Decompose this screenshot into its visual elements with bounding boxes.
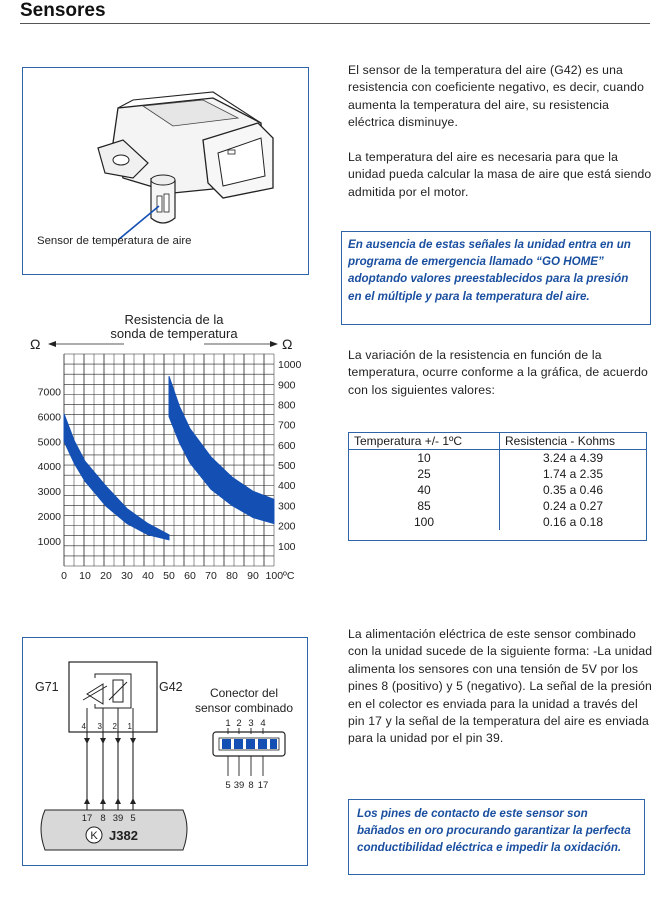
chart-title-line-2: sonda de temperatura [110, 326, 238, 341]
sensor-figure [22, 67, 309, 275]
x-tick-label: 30 [121, 570, 133, 582]
x-tick-label: 50 [163, 570, 175, 582]
table-cell: 100 [413, 515, 435, 529]
table-row [349, 498, 646, 514]
values-table [349, 433, 646, 530]
chart-series-band-1 [64, 414, 169, 540]
page-title: Sensores [20, 0, 106, 21]
table-cell: 3.24 a 4.39 [500, 450, 647, 467]
sensor-caption: Sensor de temperatura de aire [37, 235, 192, 247]
sensor-pin-label: 4 [81, 722, 86, 731]
note-gold-pins: Los pines de contacto de este sensor son bañados en oro procurando garantizar la perfecta conductibilidad eléctrica e impedir la oxidación. [348, 799, 645, 875]
right-y-tick-label: 300 [278, 500, 296, 513]
sensor-pin-label: 2 [112, 722, 117, 731]
ecu-pin-label: 8 [100, 813, 106, 824]
table-cell: 25 [417, 467, 431, 481]
right-y-tick-label: 900 [278, 379, 296, 392]
left-y-tick-label: 3000 [37, 486, 61, 499]
x-tick-label: 80 [226, 570, 238, 582]
values-table-box [348, 432, 647, 541]
table-row [349, 450, 646, 467]
x-tick-label: 100ºC [265, 570, 295, 582]
table-row [349, 466, 646, 482]
resistance-chart [14, 308, 334, 588]
left-y-tick-label: 6000 [37, 411, 61, 424]
x-tick-label: 40 [142, 570, 154, 582]
connector-bottom-pin-label: 5 [225, 780, 231, 791]
connector-top-pin-label: 2 [236, 718, 242, 729]
table-header-resistance: Resistencia - Kohms [500, 433, 647, 450]
circuit-diagram [22, 637, 308, 866]
connector-top-pin-label: 3 [248, 718, 254, 729]
connector-label-2: sensor combinado [194, 701, 294, 715]
right-y-tick-label: 800 [278, 399, 296, 412]
right-y-tick-label: 500 [278, 460, 296, 473]
ecu-pin-label: 39 [112, 813, 124, 824]
table-row [349, 514, 646, 530]
right-y-tick-label: 400 [278, 480, 296, 493]
left-y-tick-label: 7000 [37, 386, 61, 399]
sensor-pin-label: 1 [127, 722, 132, 731]
x-tick-label: 20 [100, 570, 112, 582]
label-g42: G42 [159, 680, 183, 694]
left-y-tick-label: 1000 [37, 536, 61, 549]
table-cell: 10 [417, 451, 431, 465]
x-tick-label: 70 [205, 570, 217, 582]
left-y-tick-label: 2000 [37, 511, 61, 524]
note-go-home: En ausencia de estas señales la unidad entra en un programa de emergencia llamado “GO HOME” adoptando valores preestablecidos para la presión en el múltiple y para la temperatura del aire. [341, 231, 651, 325]
x-tick-label: 60 [184, 570, 196, 582]
chart-series-band-2 [169, 376, 274, 523]
right-axis-symbol: Ω [282, 336, 293, 352]
connector-top-pin-label: 1 [225, 718, 231, 729]
ecu-symbol: K [90, 830, 98, 842]
left-y-tick-label: 5000 [37, 436, 61, 449]
left-arrowhead [48, 341, 56, 347]
svg-text:G71 [35, 680, 59, 694]
table-cell: 1.74 a 2.35 [500, 466, 647, 482]
chart-title-line-1: Resistencia de la [124, 312, 224, 327]
right-y-tick-label: 200 [278, 520, 296, 533]
right-y-tick-label: 700 [278, 419, 296, 432]
para-resistance-variation: La variación de la resistencia en función de la temperatura, ocurre conforme a la gráfica, de acuerdo con los siguientes valores: [348, 348, 648, 397]
table-cell: 0.16 a 0.18 [500, 514, 647, 530]
connector-bottom-pin-label: 39 [233, 780, 245, 791]
ecu-name: J382 [109, 828, 138, 843]
circuit-svg [23, 638, 307, 865]
connector-bottom-pin-label: 17 [257, 780, 269, 791]
label-g71: G71 [35, 680, 59, 694]
connector-bottom-pin-label: 8 [248, 780, 254, 791]
para-air-mass: La temperatura del aire es necesaria para que la unidad pueda calcular la masa de aire que está siendo admitida por el motor. [348, 150, 652, 199]
left-y-tick-label: 4000 [37, 461, 61, 474]
table-cell: 0.24 a 0.27 [500, 498, 647, 514]
sensor-pin-label: 3 [97, 722, 102, 731]
table-cell: 0.35 a 0.46 [500, 482, 647, 498]
x-tick-label: 0 [61, 570, 67, 582]
para-power-supply: La alimentación eléctrica de este sensor combinado con la unidad sucede de la siguiente forma: -La unidad alimenta los sensores con una tensión de 5V por los pines 8 (positivo) y 5 (negativo). La señal de la presión en el colector es enviada para la unidad a través del pin 17 y la señal de la temperatura del aire es enviada para la unidad por el pin 39. [348, 627, 653, 746]
table-header-temperature: Temperatura +/- 1ºC [349, 433, 500, 450]
right-y-tick-label: 100 [278, 540, 296, 553]
x-tick-label: 10 [79, 570, 91, 582]
ecu-pin-label: 5 [130, 813, 136, 824]
ecu-pin-label: 17 [81, 813, 93, 824]
right-y-tick-label: 600 [278, 439, 296, 452]
connector-label-1: Conector del [209, 686, 279, 700]
table-row [349, 482, 646, 498]
para-sensor-description: El sensor de la temperatura del aire (G42) es una resistencia con coeficiente negativo, es decir, cuando aumenta la temperatura del aire, su resistencia eléctrica disminuye. [348, 63, 645, 130]
connector-top-pin-label: 4 [260, 718, 266, 729]
table-cell: 40 [417, 483, 431, 497]
table-cell: 85 [417, 499, 431, 513]
right-arrowhead [270, 341, 278, 347]
title-rule [20, 23, 650, 24]
right-y-tick-label: 1000 [278, 359, 302, 372]
left-axis-symbol: Ω [30, 336, 41, 352]
x-tick-label: 90 [247, 570, 259, 582]
